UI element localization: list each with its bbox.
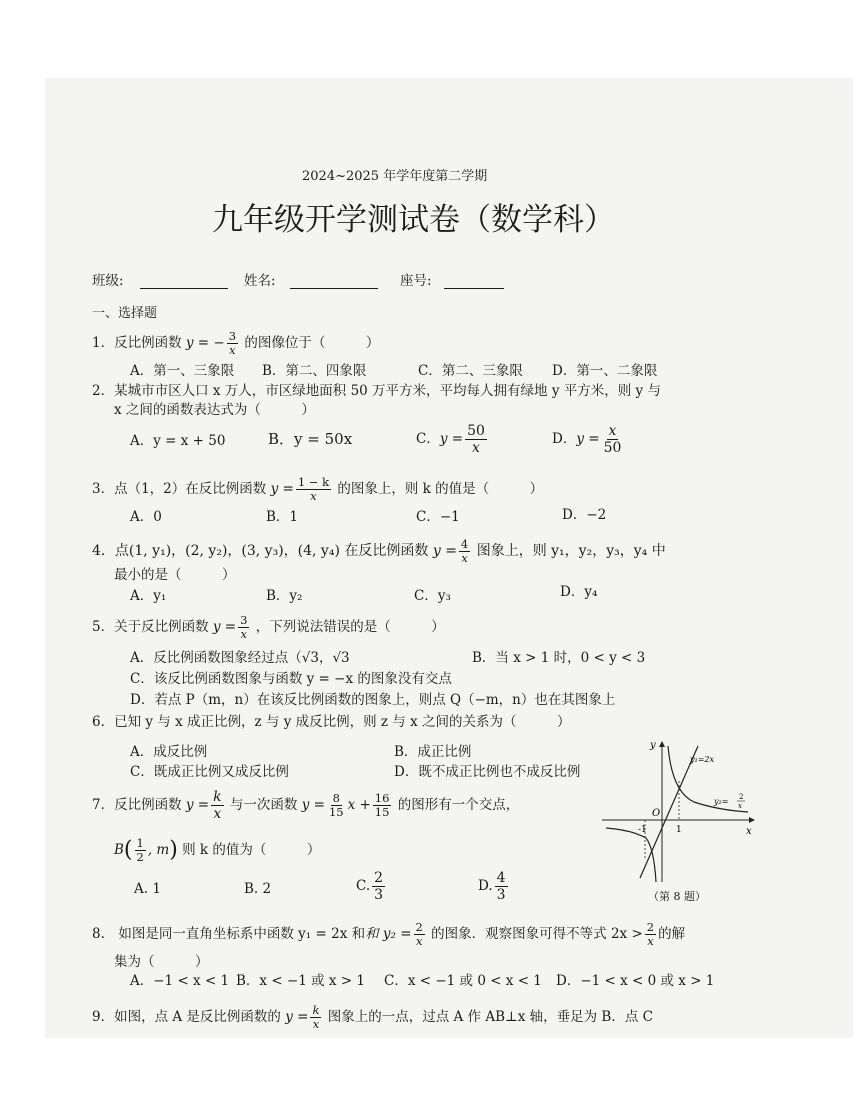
q2-stem-line2: x 之间的函数表达式为（ ） <box>114 402 315 418</box>
q8-option-c[interactable]: C．x < −1 或 0 < x < 1 <box>384 973 542 989</box>
q1-option-d[interactable]: D．第一、二象限 <box>552 363 658 379</box>
seat-label: 座号: <box>400 273 432 289</box>
q8-stem-line2: 集为（ ） <box>114 954 209 970</box>
q5-stem: 5．关于反比例函数 y = $\frac{3}{x}$ ，下列说法错误的是（ ） <box>92 613 445 641</box>
q3-option-b[interactable]: B．1 <box>266 509 299 525</box>
q9-stem: 9．如图，点 A 是反比例函数的 y = $\frac{k}{x}$ 图象上的一点，过点 A 作 AB⊥x 轴，垂足为 B．点 C <box>92 1003 653 1031</box>
school-year: 2024~2025 年学年度第二学期 <box>302 169 488 184</box>
seat-blank[interactable] <box>444 288 504 289</box>
q8-stem: 8. 如图是同一直角坐标系中函数 y₁ = 2x 和和 y₂ = $\frac{2}{x}$ 的图象．观察图象可得不等式 2x > $\frac{2}{x}$ 的解 <box>92 920 686 948</box>
figure-label-y: y <box>650 740 656 751</box>
q2-option-a[interactable]: A．y = x + 50 <box>130 433 226 449</box>
function-graph-figure <box>598 736 758 886</box>
q8-option-b[interactable]: B．x < −1 或 x > 1 <box>236 973 366 989</box>
q3-stem: 3．点（1，2）在反比例函数 y = $\frac{1 - k}{x}$ 的图象上，则 k 的值是（ ） <box>92 475 544 503</box>
q7-stem: 7．反比例函数 y = $\frac{k}{x}$ 与一次函数 y = $\frac{8}{15}$ x + $\frac{16}{15}$ 的图形有一个交点， <box>92 789 520 822</box>
class-label: 班级: <box>92 273 124 289</box>
q7-option-d[interactable]: D. $\frac{4}{3}$ <box>478 870 506 903</box>
q3-option-d[interactable]: D．−2 <box>562 507 607 523</box>
q1-option-a[interactable]: A．第一、三象限 <box>130 363 235 379</box>
q6-option-c[interactable]: C．既成正比例又成反比例 <box>130 764 289 780</box>
figure-label-y2: y₂= <box>714 797 729 806</box>
q7-stem-line2: B( $\frac{1}{2}$ , m) 则 k 的值为（ ） <box>114 836 321 864</box>
hyperbola-branch-left <box>606 828 656 882</box>
q4-stem-line1: 4．点(1, y₁)，(2, y₂)，(3, y₃)，(4, y₄) 在反比例函数 y = $\frac{4}{x}$ 图象上，则 y₁，y₂，y₃，y₄ 中 <box>92 536 666 565</box>
q5-option-c[interactable]: C．该反比例函数图象与函数 y = −x 的图象没有交点 <box>130 671 452 687</box>
name-blank[interactable] <box>290 288 378 289</box>
q1-option-c[interactable]: C．第二、三象限 <box>418 363 523 379</box>
q2-option-b[interactable]: B．y = 50x <box>268 430 353 448</box>
section-heading: 一、选择题 <box>92 306 158 321</box>
q2-option-d[interactable]: D．y = $\frac{x}{50}$ <box>552 423 622 456</box>
exam-title: 九年级开学测试卷（数学科） <box>212 202 615 238</box>
figure-label-neg1: -1 <box>638 825 647 835</box>
figure-label-1: 1 <box>676 825 682 835</box>
q4-option-d[interactable]: D．y₄ <box>560 584 598 600</box>
q2-stem-line1: 2．某城市市区人口 x 万人，市区绿地面积 50 万平方米，平均每人拥有绿地 y 平方米，则 y 与 <box>92 383 661 399</box>
line-y1 <box>640 746 698 878</box>
figure-caption: （第 8 题） <box>648 890 706 903</box>
name-label: 姓名: <box>244 273 276 289</box>
q8-option-d[interactable]: D．−1 < x < 0 或 x > 1 <box>556 973 715 989</box>
figure-label-origin: O <box>652 808 661 819</box>
q6-stem: 6．已知 y 与 x 成正比例，z 与 y 成反比例，则 z 与 x 之间的关系为（ ） <box>92 714 571 730</box>
q5-option-d[interactable]: D．若点 P（m，n）在该反比例函数的图象上，则点 Q（−m，n）也在其图象上 <box>130 692 616 708</box>
q7-option-a[interactable]: A. 1 <box>134 881 161 897</box>
figure-label-y1: y₁=2x <box>690 755 715 764</box>
q1-stem: 1．反比例函数 y = − $\frac{3}{x}$ 的图像位于（ ） <box>92 329 380 357</box>
q4-option-a[interactable]: A．y₁ <box>130 588 167 604</box>
q5-option-b[interactable]: B．当 x > 1 时，0 < y < 3 <box>472 650 646 666</box>
figure-label-y2-num: 2 <box>739 793 744 801</box>
q6-option-d[interactable]: D．既不成正比例也不成反比例 <box>394 764 581 780</box>
q7-option-b[interactable]: B. 2 <box>244 881 272 897</box>
figure-label-x: x <box>746 826 752 837</box>
q3-option-a[interactable]: A．0 <box>130 509 162 525</box>
q4-option-b[interactable]: B．y₂ <box>266 588 303 604</box>
figure-label-y2-den: x <box>738 802 742 810</box>
q6-option-a[interactable]: A．成反比例 <box>130 744 208 760</box>
q1-option-b[interactable]: B．第二、四象限 <box>262 363 367 379</box>
q4-option-c[interactable]: C．y₃ <box>414 588 451 604</box>
q3-option-c[interactable]: C．−1 <box>416 509 460 525</box>
q2-option-c[interactable]: C．y = $\frac{50}{x}$ <box>416 423 485 456</box>
q5-option-a[interactable]: A．反比例函数图象经过点（√3，√3 <box>130 650 350 666</box>
class-blank[interactable] <box>140 288 228 289</box>
q7-option-c[interactable]: C. $\frac{2}{3}$ <box>356 870 384 903</box>
q8-option-a[interactable]: A．−1 < x < 1 <box>130 973 230 989</box>
q4-stem-line2: 最小的是（ ） <box>114 567 236 583</box>
q6-option-b[interactable]: B．成正比例 <box>394 744 472 760</box>
